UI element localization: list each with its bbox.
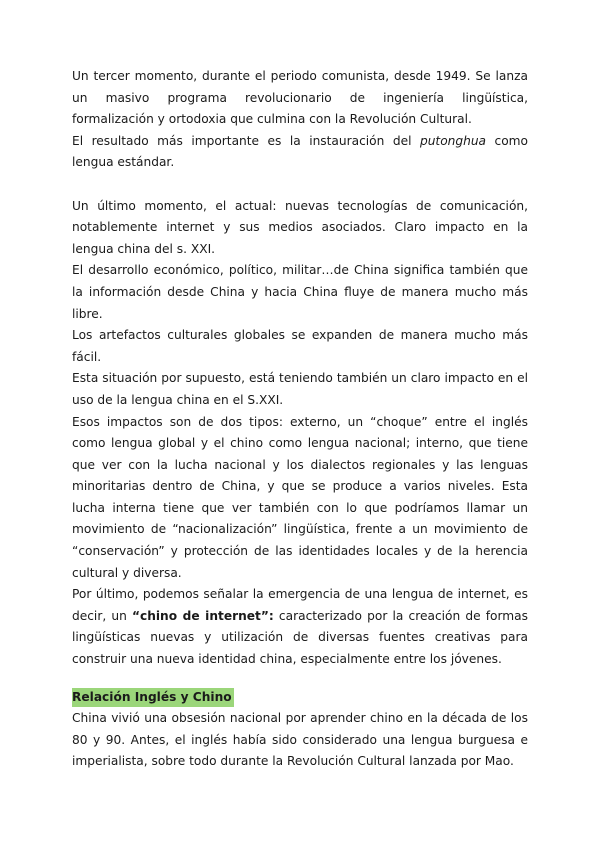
paragraph-impact: Esta situación por supuesto, está teniendo también un claro impacto en el uso de la lengua china en el S.XXI. bbox=[72, 371, 528, 407]
putonghua-text-after: como lengua estándar. bbox=[72, 133, 528, 170]
paragraph-current-moment: Un último momento, el actual: nuevas tecnologías de comunicación, notablemente internet y sus medios asociados. Claro impacto en la lengua china del s. XXI. bbox=[72, 198, 528, 256]
internet-chinese-text-before: Por último, podemos señalar la emergencia de una lengua de internet, es decir, un bbox=[72, 587, 528, 623]
paragraph-internet-chinese bbox=[72, 584, 528, 670]
section-spacer bbox=[72, 671, 528, 687]
paragraph-english-chinese: China vivió una obsesión nacional por aprender chino en la década de los 80 y 90. Antes, el inglés había sido considerado una lengua burguesa e imperialista, sobre todo durante la Revolución Cultural lanzada por Mao. bbox=[72, 711, 528, 769]
putonghua-term: putonghua bbox=[419, 133, 487, 148]
paragraph-communist-period: Un tercer momento, durante el periodo comunista, desde 1949. Se lanza un masivo programa revolucionario de ingeniería lingüística, formalización y ortodoxia que culmina con la Revolución Cultural. bbox=[72, 69, 528, 127]
paragraph-development: El desarrollo económico, político, militar…de China significa también que la información desde China y hacia China fluye de manera mucho más libre. bbox=[72, 263, 528, 321]
paragraph-cultural-artifacts: Los artefactos culturales globales se expanden de manera mucho más fácil. bbox=[72, 328, 528, 364]
internet-chinese-term: “chino de internet”: bbox=[131, 608, 274, 623]
paragraph-impact-types: Esos impactos son de dos tipos: externo, un “choque” entre el inglés como lengua global y el chino como lengua nacional; interno, que tiene que ver con la lucha nacional y los dialectos regionales y las lenguas minoritarias dentro de China, y que se produce a varios niveles. Esta lucha interna tiene que ver también con lo que podríamos llamar un movimiento de “nacionalización” lingüística, frente a un movimiento de “conservación” y protección de las identidades locales y de la herencia cultural y diversa. bbox=[72, 414, 528, 580]
section-heading-wrapper bbox=[72, 687, 528, 709]
putonghua-text-before: El resultado más importante es la instauración del bbox=[72, 133, 420, 148]
internet-chinese-text-after: caracterizado por la creación de formas lingüísticas nuevas y utilización de diversas fuentes creativas para construir una nueva identidad china, especialmente entre los jóvenes. bbox=[72, 608, 528, 667]
document-body bbox=[72, 66, 528, 773]
paragraph-spacer bbox=[72, 174, 528, 196]
paragraph-putonghua bbox=[72, 131, 528, 174]
section-heading: Relación Inglés y Chino bbox=[72, 688, 234, 707]
